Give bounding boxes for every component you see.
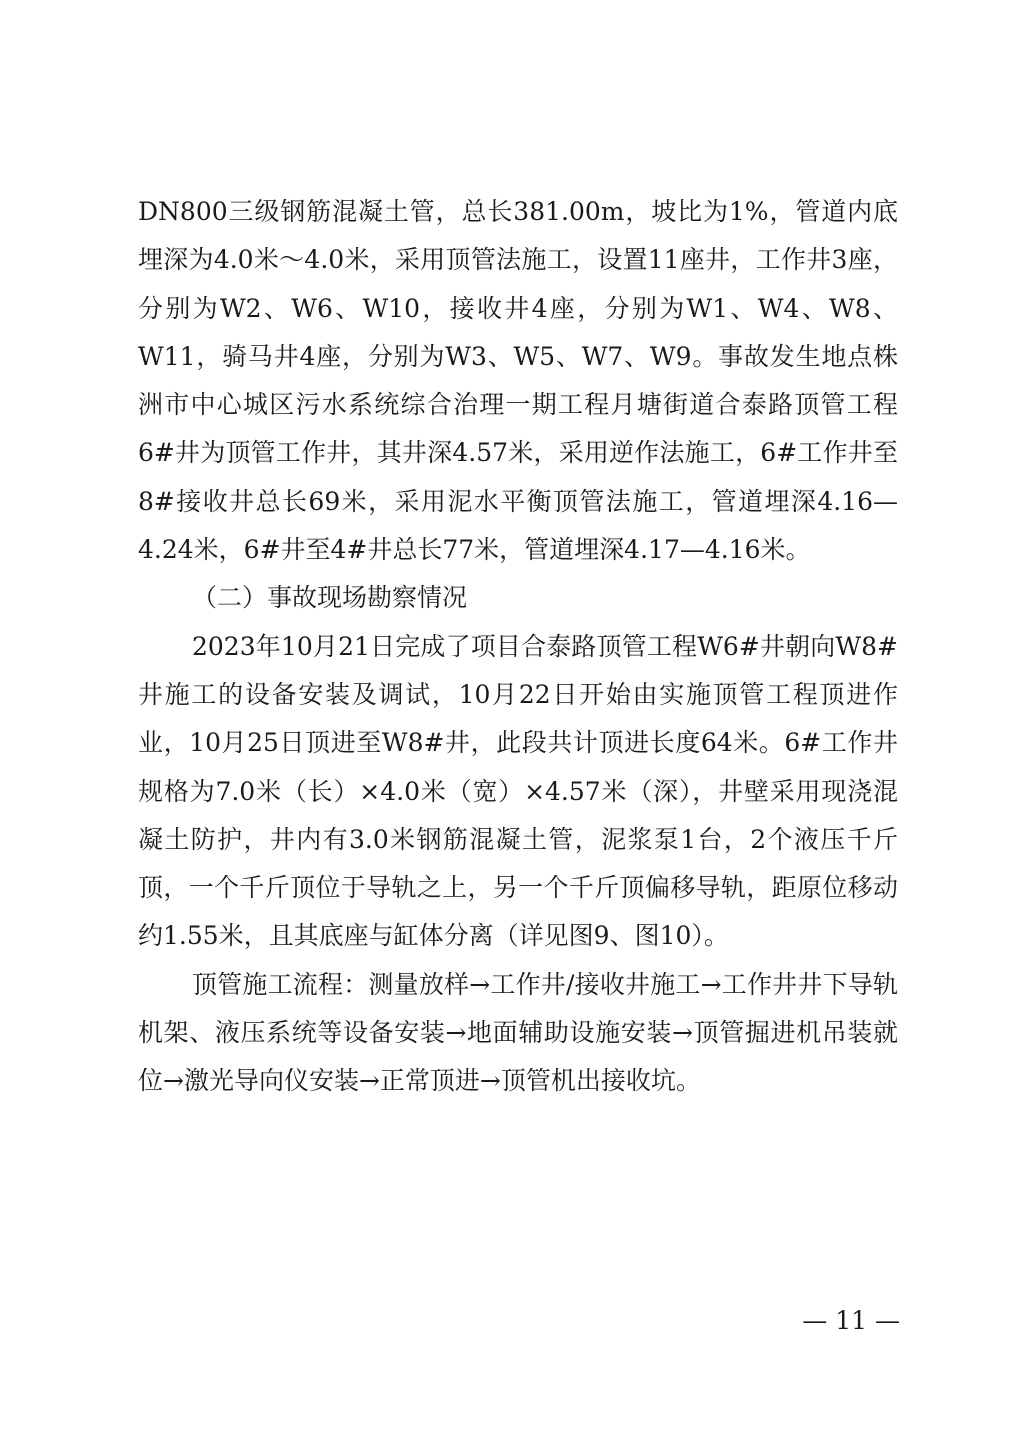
document-body <box>138 188 898 1106</box>
paragraph-construction-process: 顶管施工流程：测量放样→工作井/接收井施工→工作井井下导轨机架、液压系统等设备安装→地面辅助设施安装→顶管掘进机吊装就位→激光导向仪安装→正常顶进→顶管机出接收坑。 <box>138 969 898 1096</box>
page-number: — 11 — <box>802 1306 900 1335</box>
paragraph-site-survey: 2023年10月21日完成了项目合泰路顶管工程W6#井朝向W8#井施工的设备安装及调试，10月22日开始由实施顶管工程顶进作业，10月25日顶进至W8#井，此段共计顶进长度64米。6#工作井规格为7.0米（长）×4.0米（宽）×4.57米（深），井壁采用现浇混凝土防护，井内有3.0米钢筋混凝土管，泥浆泵1台，2个液压千斤顶，一个千斤顶位于导轨之上，另一个千斤顶偏移导轨，距原位移动约1.55米，且其底座与缸体分离（详见图9、图10）。 <box>138 631 898 951</box>
paragraph-project-description: DN800三级钢筋混凝土管，总长381.00m，坡比为1%，管道内底埋深为4.0米～4.0米，采用顶管法施工，设置11座井，工作井3座，分别为W2、W6、W10，接收井4座，分别为W1、W4、W8、W11，骑马井4座，分别为W3、W5、W7、W9。事故发生地点株洲市中心城区污水系统综合治理一期工程月塘街道合泰路顶管工程6#井为顶管工作井，其井深4.57米，采用逆作法施工，6#工作井至8#接收井总长69米，采用泥水平衡顶管法施工，管道埋深4.16—4.24米，6#井至4#井总长77米，管道埋深4.17—4.16米。 <box>138 197 898 565</box>
section-heading-site-survey: （二）事故现场勘察情况 <box>192 583 468 613</box>
